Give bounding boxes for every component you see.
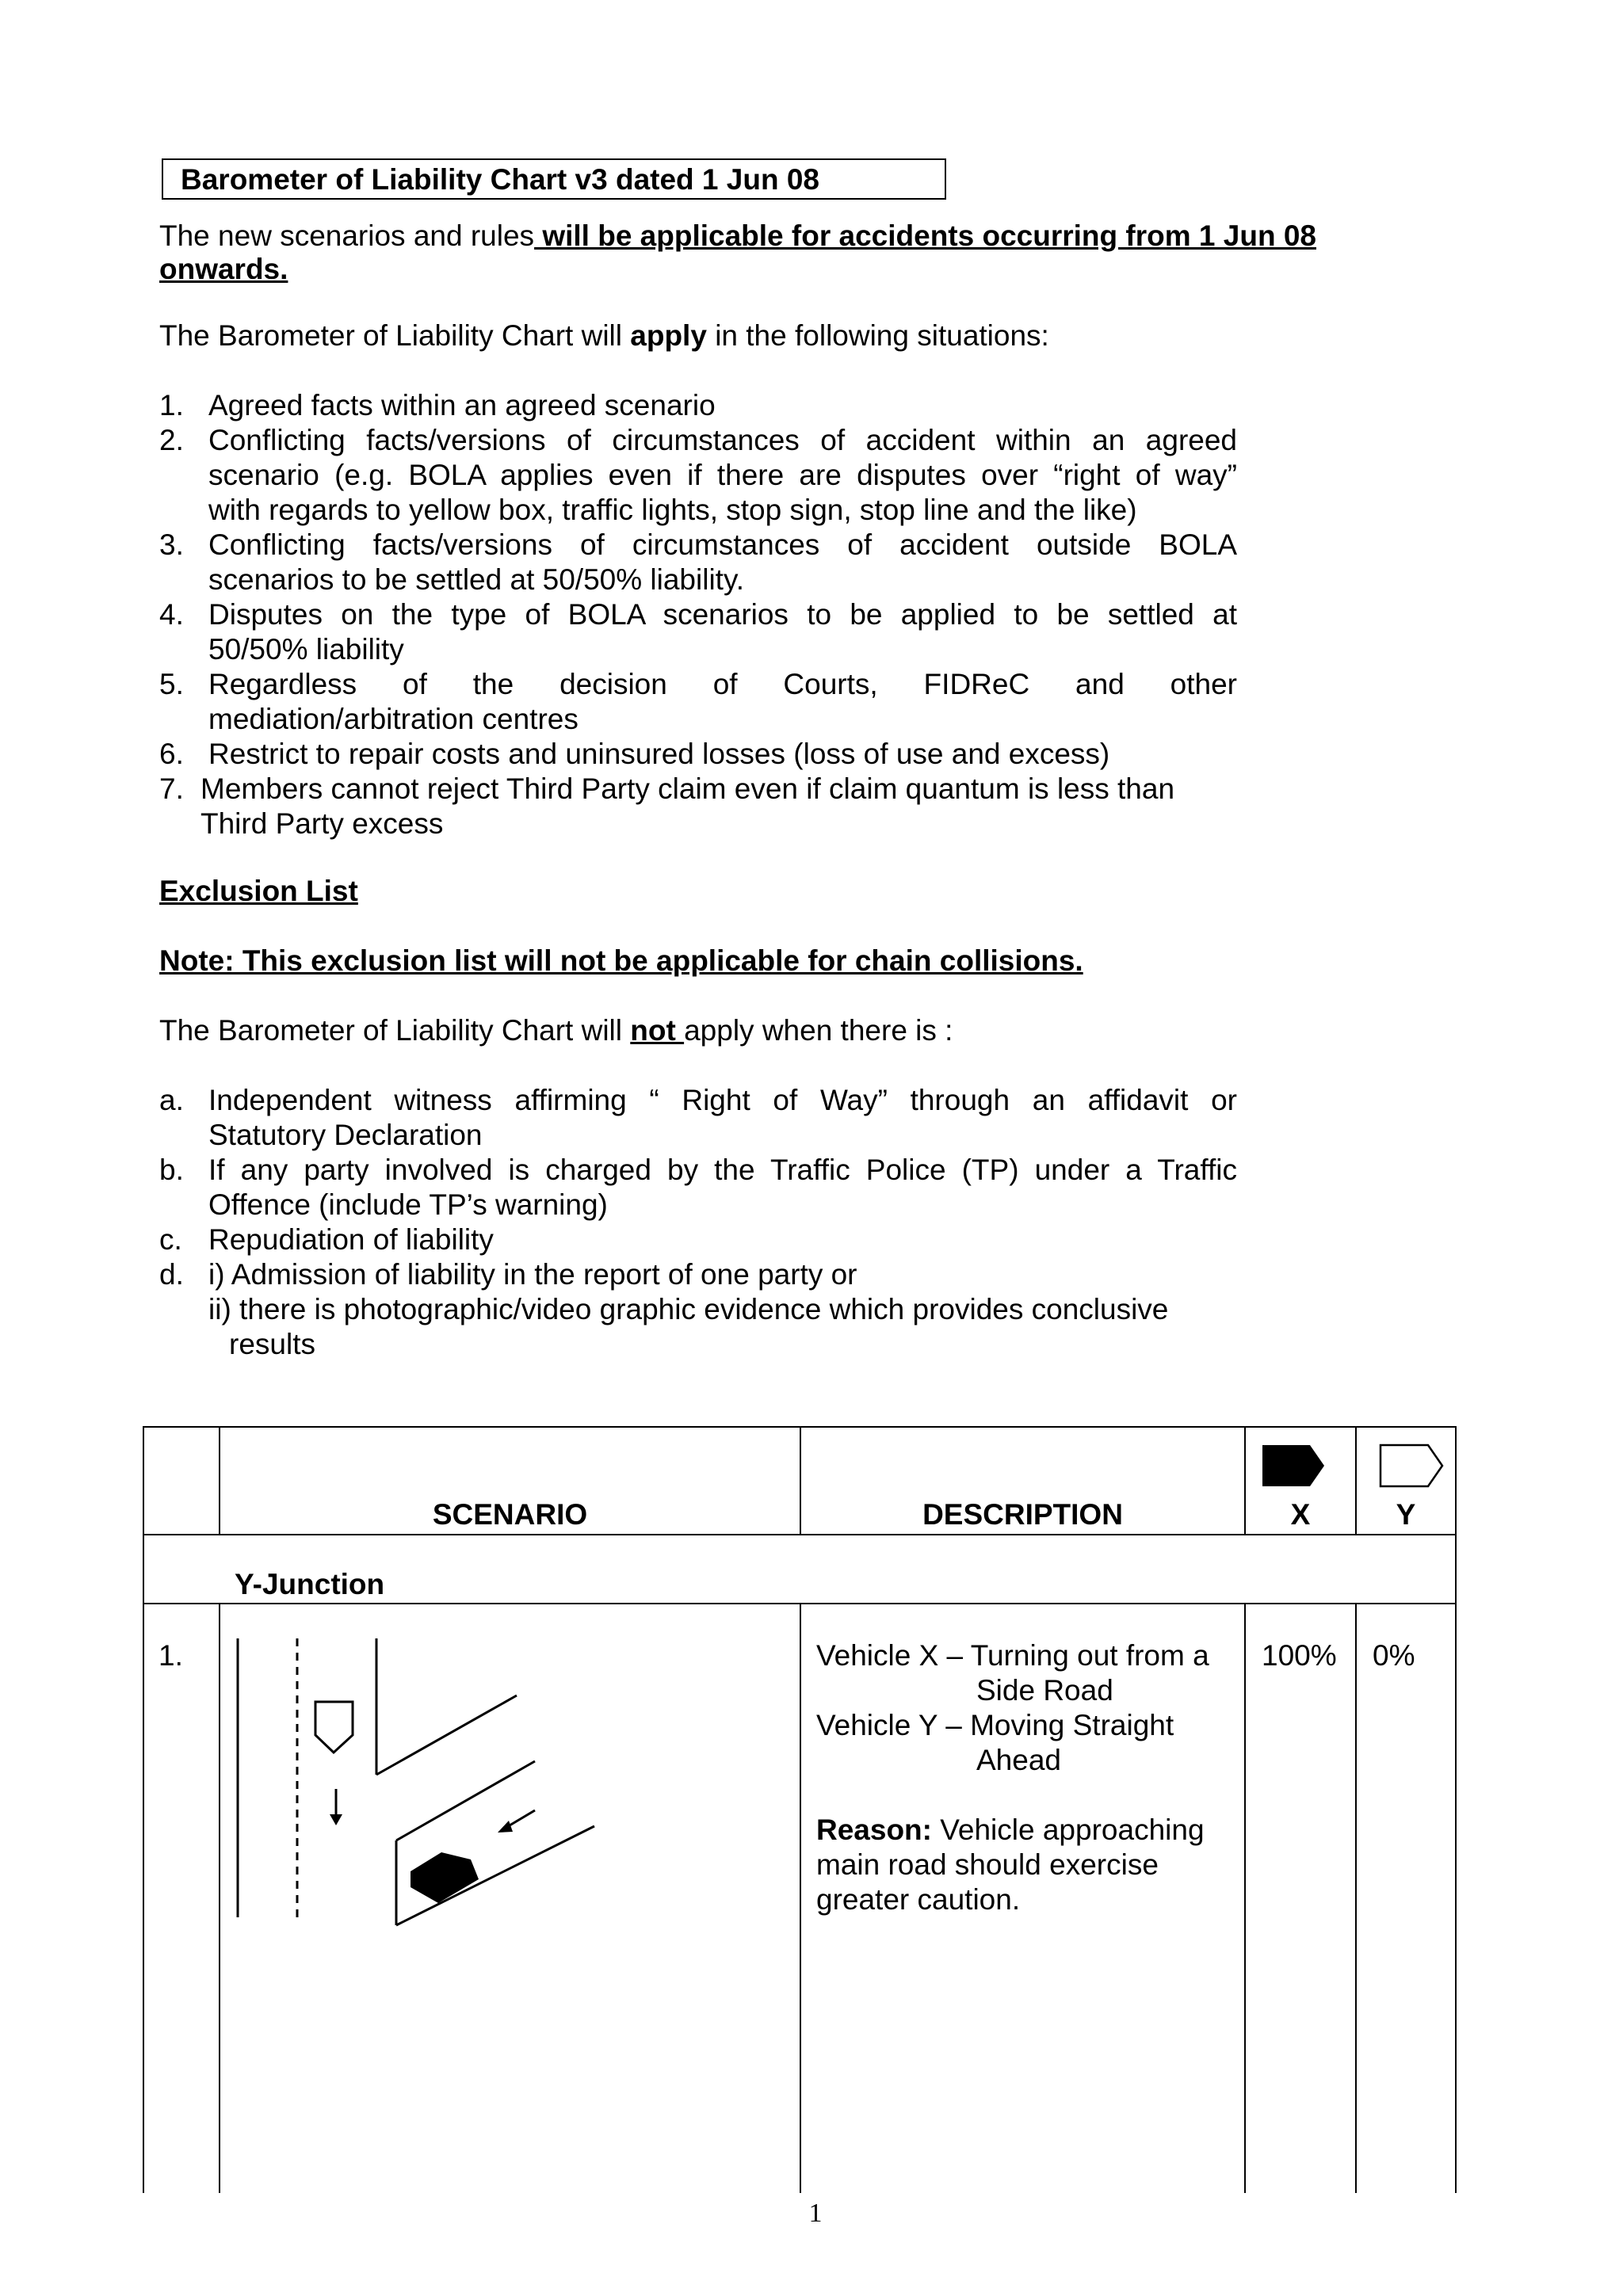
y-junction-diagram (222, 1616, 618, 1949)
table-col-divider (1244, 1604, 1246, 2193)
list-text: i) Admission of liability in the report of one party or (208, 1258, 857, 1291)
intro-date-text: will be applicable for accidents occurring from 1 Jun 08 (534, 219, 1316, 252)
intro-text: The new scenarios and rules (159, 219, 535, 252)
list-text: scenarios to be settled at 50/50% liability. (208, 563, 744, 596)
table-col-divider (219, 1604, 220, 2193)
vehicle-x-icon (411, 1852, 479, 1903)
reason-label: Reason: (816, 1814, 932, 1846)
header-y: Y (1396, 1498, 1416, 1531)
vehicle-x-description (816, 1638, 1209, 1673)
list-item (159, 597, 1237, 667)
list-item (159, 528, 1237, 597)
list-letter: b. (159, 1154, 184, 1186)
arrowhead-down-icon (330, 1814, 342, 1825)
vehicle-x-text: Turning out from a (970, 1639, 1209, 1672)
list-item (159, 423, 1237, 528)
exclusion-note: Note: This exclusion list will not be applicable for chain collisions. (159, 944, 1083, 977)
list-item (159, 388, 1237, 423)
list-text: results (229, 1328, 315, 1360)
list-text: Disputes on the type of BOLA scenarios to be applied to be settled at (208, 598, 1237, 631)
list-text: Statutory Declaration (208, 1119, 483, 1151)
vehicle-y-label: Vehicle Y – (816, 1709, 971, 1741)
list-item (159, 772, 1237, 841)
row-number: 1. (158, 1639, 183, 1672)
reason-line-2: main road should exercise (816, 1848, 1159, 1881)
apply-sentence (159, 318, 1049, 353)
exclusion-heading: Exclusion List (159, 875, 358, 907)
reason-line-3: greater caution. (816, 1883, 1021, 1916)
list-text: Offence (include TP’s warning) (208, 1188, 608, 1221)
list-number: 7. (159, 772, 184, 805)
vehicle-y-text-cont: Ahead (976, 1744, 1061, 1776)
intro-line-1 (159, 219, 1316, 254)
apply-sentence-after: in the following situations: (706, 319, 1049, 352)
vehicle-y-icon (1379, 1444, 1444, 1488)
header-x: X (1290, 1498, 1311, 1531)
liability-y: 0% (1373, 1639, 1415, 1672)
list-item (159, 1257, 1237, 1362)
list-text: Agreed facts within an agreed scenario (208, 389, 716, 421)
vehicle-x-icon (1261, 1444, 1326, 1488)
list-letter: c. (159, 1223, 182, 1256)
table-col-divider (1355, 1604, 1357, 2193)
list-text: Regardless of the decision of Courts, FIDReC and other (208, 668, 1237, 700)
list-text: ii) there is photographic/video graphic evidence which provides conclusive (208, 1293, 1169, 1325)
not-word: not (630, 1014, 685, 1047)
table-col-divider (800, 1604, 801, 2193)
list-text: mediation/arbitration centres (208, 703, 579, 735)
vehicle-x-label: Vehicle X – (816, 1639, 971, 1672)
table-border-right (1455, 1426, 1457, 2193)
list-number: 1. (159, 389, 184, 421)
list-text: Restrict to repair costs and uninsured losses (loss of use and excess) (208, 738, 1110, 770)
side-road-edge-upper (376, 1695, 517, 1775)
apply-list (159, 388, 1237, 841)
list-text: scenario (e.g. BOLA applies even if there are disputes over “right of way” (208, 459, 1237, 491)
not-apply-sentence (159, 1013, 953, 1048)
vehicle-y-icon (315, 1702, 353, 1753)
reason-line-1 (816, 1813, 1205, 1848)
intro-line-2: onwards. (159, 253, 288, 285)
list-text: Members cannot reject Third Party claim even if claim quantum is less than (200, 772, 1175, 805)
list-number: 5. (159, 668, 184, 700)
list-text: Repudiation of liability (208, 1223, 494, 1256)
reason-text: Vehicle approaching (931, 1814, 1205, 1846)
list-text: If any party involved is charged by the Traffic Police (TP) under a Traffic (208, 1154, 1237, 1186)
list-item (159, 667, 1237, 737)
not-apply-before: The Barometer of Liability Chart will (159, 1014, 631, 1047)
list-text: Third Party excess (200, 807, 444, 840)
not-apply-after: apply when there is : (684, 1014, 953, 1047)
list-text: with regards to yellow box, traffic lights, stop sign, stop line and the like) (208, 494, 1137, 526)
title-box (162, 158, 946, 200)
vehicle-y-description (816, 1708, 1174, 1743)
list-letter: d. (159, 1258, 184, 1291)
page-number: 1 (808, 2199, 823, 2228)
list-letter: a. (159, 1084, 184, 1116)
list-number: 3. (159, 528, 184, 561)
vehicle-x-text-cont: Side Road (976, 1674, 1113, 1707)
side-road-edge-middle (396, 1761, 535, 1840)
list-text: Conflicting facts/versions of circumstances of accident outside BOLA (208, 528, 1237, 561)
apply-sentence-before: The Barometer of Liability Chart will (159, 319, 631, 352)
list-number: 6. (159, 738, 184, 770)
list-item (159, 1222, 1237, 1257)
list-number: 2. (159, 424, 184, 456)
header-description: DESCRIPTION (922, 1498, 1123, 1531)
list-number: 4. (159, 598, 184, 631)
list-text: Conflicting facts/versions of circumstances of accident within an agreed (208, 424, 1237, 456)
table-border-left (143, 1426, 144, 2193)
list-item (159, 737, 1237, 772)
exclusion-list (159, 1083, 1237, 1362)
arrowhead-left-icon (498, 1821, 513, 1833)
apply-word: apply (630, 319, 707, 352)
list-item (159, 1153, 1237, 1222)
header-scenario: SCENARIO (432, 1498, 588, 1531)
section-y-junction: Y-Junction (235, 1568, 385, 1600)
liability-x: 100% (1262, 1639, 1337, 1672)
list-item (159, 1083, 1237, 1153)
list-text: Independent witness affirming “ Right of Way” through an affidavit or (208, 1084, 1237, 1116)
vehicle-y-text: Moving Straight (970, 1709, 1174, 1741)
document-title: Barometer of Liability Chart v3 dated 1 Jun 08 (181, 163, 819, 196)
list-text: 50/50% liability (208, 633, 404, 666)
